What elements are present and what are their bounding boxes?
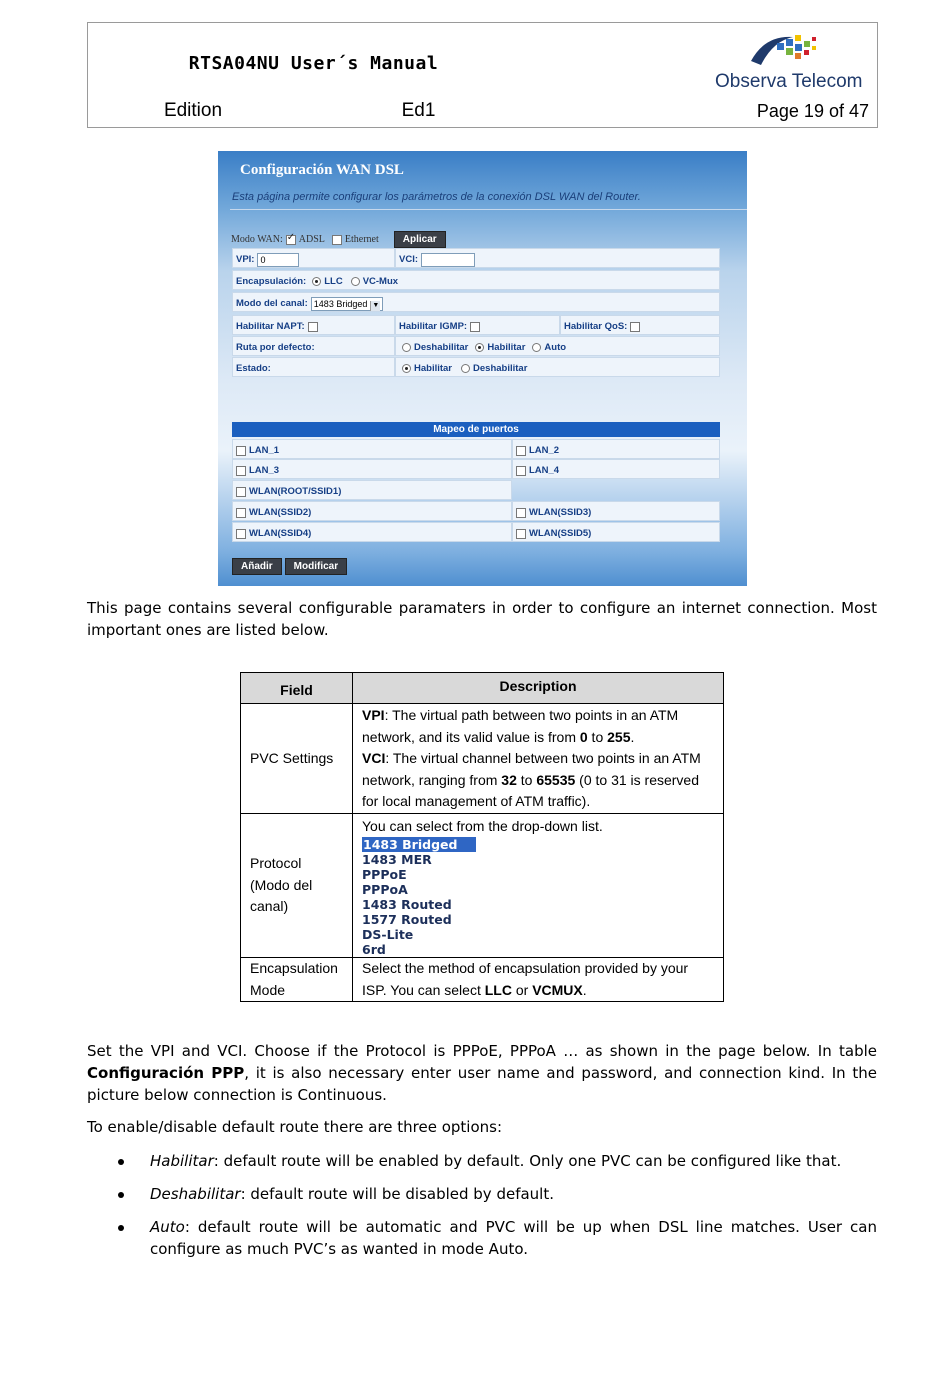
table-row [241,958,724,1002]
bullet-text: : default route will be enabled by default. Only one PVC can be configured like that. [213,1152,842,1170]
route-options-intro: To enable/disable default route there are three options: [87,1118,503,1136]
bullet-term: Auto [150,1218,185,1236]
vpi-input[interactable]: 0 [257,253,299,267]
vci-min: 32 [501,771,517,788]
p1-text-a: Set the VPI and VCI. Choose if the Protocol is PPPoE, PPPoA … as shown in the page below. In table [87,1042,877,1060]
ethernet-checkbox[interactable] [332,235,342,245]
lan1-checkbox[interactable] [236,446,246,456]
qos-label: Habilitar QoS: [564,321,628,332]
protocol-option: 1483 Bridged [362,837,476,852]
qos-checkbox[interactable] [630,322,640,332]
observa-logo-icon [747,31,827,73]
enable-options-row [232,315,720,335]
wlan-ssid4-label: WLAN(SSID4) [249,528,312,539]
port-mapping-header: Mapeo de puertos [232,422,720,437]
status-disable-radio[interactable] [461,364,470,373]
vci-end: (0 to 31 is reserved for local management of ATM traffic). [362,771,700,809]
p1-text-b: , it is also necessary enter user name and password, and connection kind. In the picture below connection is Continuous. [87,1064,877,1104]
igmp-label: Habilitar IGMP: [399,321,468,332]
page-number: Page 19 of 47 [756,101,869,121]
channel-mode-value: 1483 Bridged [313,298,368,309]
protocol-field-line2: (Modo del [250,876,313,893]
encap-desc-text: Select the method of encapsulation provided by your ISP. You can select [362,960,689,998]
default-route-label: Ruta por defecto: [236,342,315,353]
encap-llc: LLC [484,981,512,998]
route-auto-radio[interactable] [532,343,541,352]
protocol-option: DS-Lite [362,927,414,942]
vci-term: VCI [362,750,386,766]
route-auto-label: Auto [544,342,567,353]
vpi-term: VPI [362,707,385,723]
port-mapping-buttons [232,558,347,575]
wan-mode-label: Modo WAN: [231,234,283,245]
logo-text: Observa Telecom [715,71,863,92]
vci-input[interactable] [421,253,475,267]
route-enable-label: Habilitar [487,342,526,353]
vci-text: : The virtual channel between two points in an ATM network, ranging from [362,750,701,788]
llc-radio[interactable] [312,277,321,286]
route-enable-radio[interactable] [475,343,484,352]
vcmux-label: VC-Mux [362,276,399,287]
protocol-dropdown-list [362,837,714,957]
llc-label: LLC [324,276,343,287]
vpi-to: to [587,728,608,745]
vcmux-radio[interactable] [351,277,360,286]
igmp-checkbox[interactable] [470,322,480,332]
encapsulation-description [353,958,724,1002]
pvc-description [353,704,724,814]
vpi-vci-row [232,248,720,268]
lan3-checkbox[interactable] [236,466,246,476]
default-route-row [232,336,720,356]
protocol-desc-text: You can select from the drop-down list. [362,817,603,834]
lan2-label: LAN_2 [529,445,560,456]
wlan-ssid5-checkbox[interactable] [516,529,526,539]
encapsulation-field: Encapsulation Mode [241,958,353,1002]
adsl-label: ADSL [298,234,325,245]
lan3-label: LAN_3 [249,465,280,476]
vci-label: VCI: [399,254,418,265]
status-enable-label: Habilitar [414,363,453,374]
wan-dsl-screenshot [218,151,747,586]
vpi-text: : The virtual path between two points in an ATM network, and its valid value is from [362,707,679,745]
wlan-ssid3-checkbox[interactable] [516,508,526,518]
vpi-min: 0 [579,728,588,745]
divider [230,209,747,210]
table-header-field: Field [241,673,353,704]
bullet-text: : default route will be automatic and PVC will be up when DSL line matches. User can configure as much PVC’s as wanted in mode Auto. [150,1218,877,1258]
bullet-icon [118,1225,124,1231]
protocol-field [241,813,353,958]
protocol-option: 6rd [362,942,386,957]
wlan-ssid4-checkbox[interactable] [236,529,246,539]
bullet-term: Habilitar [150,1152,214,1170]
ethernet-label: Ethernet [344,234,379,245]
apply-button[interactable]: Aplicar [394,231,446,248]
status-enable-radio[interactable] [402,364,411,373]
protocol-option: PPPoE [362,867,407,882]
encap-vcmux: VCMUX [532,981,583,998]
wlan-ssid2-label: WLAN(SSID2) [249,507,312,518]
screenshot-subtitle: Esta página permite configurar los parámetros de la conexión DSL WAN del Router. [232,191,641,203]
chevron-down-icon: ▼ [370,301,380,311]
lan4-checkbox[interactable] [516,466,526,476]
protocol-field-line3: canal) [250,898,289,914]
route-disable-label: Deshabilitar [414,342,469,353]
modify-button[interactable]: Modificar [285,558,347,575]
page-header [87,22,878,128]
protocol-option: 1577 Routed [362,912,452,927]
protocol-field-line1: Protocol [250,855,302,871]
bullet-text: : default route will be disabled by default. [240,1185,555,1203]
status-label: Estado: [236,363,271,374]
vci-max: 65535 [536,771,576,788]
intro-paragraph: This page contains several configurable paramaters in order to configure an internet connection. Most important ones are listed below. [87,599,877,639]
field-description-table [240,672,724,1002]
wlan-root-label: WLAN(ROOT/SSID1) [249,486,342,497]
status-row [232,357,720,377]
company-logo [539,23,877,93]
bullet-icon [118,1192,124,1198]
pvc-field: PVC Settings [241,704,353,814]
vci-to: to [516,771,537,788]
vpi-end: . [630,728,635,745]
manual-title: RTSA04NU User´s Manual [188,53,439,74]
status-disable-label: Deshabilitar [473,363,528,374]
channel-mode-select[interactable] [311,297,384,311]
edition-label: Edition [163,100,223,121]
channel-mode-label: Modo del canal: [236,298,308,309]
vpi-max: 255 [607,728,631,745]
bullet-term: Deshabilitar [150,1185,241,1203]
protocol-option: 1483 MER [362,852,432,867]
table-row [241,704,724,814]
vpi-label: VPI: [236,254,255,265]
wlan-root-checkbox[interactable] [236,487,246,497]
table-header-description: Description [353,673,724,704]
screenshot-title: Configuración WAN DSL [240,162,404,178]
edition-value: Ed1 [401,100,436,121]
lan4-label: LAN_4 [529,465,560,476]
protocol-description [353,813,724,958]
add-button[interactable]: Añadir [232,558,282,575]
bullet-icon [118,1159,124,1165]
channel-mode-row [232,292,720,312]
protocol-option: PPPoA [362,882,408,897]
encapsulation-row [232,270,720,290]
encap-end: . [582,981,587,998]
adsl-checkbox[interactable] [286,235,296,245]
wlan-ssid5-label: WLAN(SSID5) [529,528,592,539]
route-disable-radio[interactable] [402,343,411,352]
wlan-ssid3-label: WLAN(SSID3) [529,507,592,518]
table-row [241,813,724,958]
p1-bold: Configuración PPP [87,1064,245,1082]
encap-or: or [511,981,533,998]
encapsulation-label: Encapsulación: [236,276,307,287]
protocol-paragraph [87,1040,877,1106]
lan1-label: LAN_1 [249,445,280,456]
protocol-option: 1483 Routed [362,897,452,912]
napt-checkbox[interactable] [308,322,318,332]
napt-label: Habilitar NAPT: [236,321,305,332]
lan2-checkbox[interactable] [516,446,526,456]
wan-mode-row [231,231,446,248]
wlan-ssid2-checkbox[interactable] [236,508,246,518]
